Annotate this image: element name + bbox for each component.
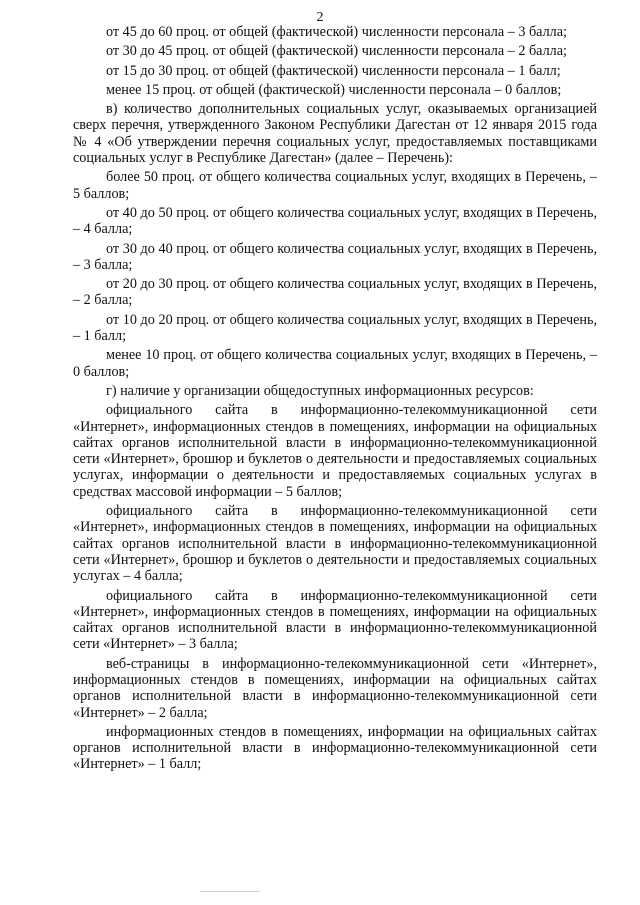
paragraph-resources-1-point: информационных стендов в помещениях, информации на официальных сайтах органов исполнительной власти в информационно-телекоммуникационной сети «Интернет» – 1 балл; [73, 723, 597, 773]
scan-artifact-line [200, 891, 260, 892]
paragraph-services-40-50: от 40 до 50 проц. от общего количества социальных услуг, входящих в Перечень, – 4 балла; [73, 204, 597, 238]
paragraph-staff-45-60: от 45 до 60 проц. от общей (фактической) численности персонала – 3 балла; [106, 24, 568, 40]
document-body [73, 24, 597, 776]
paragraph-staff-15-30: от 15 до 30 проц. от общей (фактической) численности персонала – 1 балл; [106, 62, 561, 79]
paragraph-resources-5-points: официального сайта в информационно-телекоммуникационной сети «Интернет», информационных стендов в помещениях, информации на официальных сайтах органов исполнительной власти в информационно-телекоммуникационной сети «Интернет», брошюр и буклетов о деятельности и предоставляемых социальных услугах, информации о деятельности и предоставляемых социальных услугах в средствах массовой информации – 5 баллов; [73, 402, 597, 500]
paragraph-resources-3-points: официального сайта в информационно-телекоммуникационной сети «Интернет», информационных стендов в помещениях, информации на официальных сайтах органов исполнительной власти в информационно-телекоммуникационной сети «Интернет» – 3 балла; [73, 587, 597, 653]
paragraph-criterion-v: в) количество дополнительных социальных услуг, оказываемых организацией сверх перечня, утвержденного Законом Республики Дагестан от 12 января 2015 года № 4 «Об утверждении перечня социальных услуг, предоставляемых поставщиками социальных услуг в Республике Дагестан» (далее – Перечень): [73, 101, 597, 167]
page-number: 2 [316, 10, 324, 25]
paragraph-services-20-30: от 20 до 30 проц. от общего количества социальных услуг, входящих в Перечень, – 2 балла; [73, 276, 597, 309]
paragraph-resources-2-points: веб-страницы в информационно-телекоммуникационной сети «Интернет», информационных стендов в помещениях, информации на официальных сайтах органов исполнительной власти в информационно-телекоммуникационной сети «Интернет» – 2 балла; [73, 655, 597, 721]
paragraph-services-over-50: более 50 проц. от общего количества социальных услуг, входящих в Перечень, – 5 баллов; [73, 169, 597, 202]
paragraph-services-30-40: от 30 до 40 проц. от общего количества социальных услуг, входящих в Перечень, – 3 балла; [73, 240, 597, 273]
paragraph-staff-under-15: менее 15 проц. от общей (фактической) численности персонала – 0 баллов; [106, 81, 562, 98]
paragraph-staff-30-45: от 30 до 45 проц. от общей (фактической) численности персонала – 2 балла; [106, 43, 568, 60]
paragraph-criterion-g: г) наличие у организации общедоступных информационных ресурсов: [106, 382, 534, 399]
paragraph-resources-4-points: официального сайта в информационно-телекоммуникационной сети «Интернет», информационных стендов в помещениях, информации на официальных сайтах органов исполнительной власти в информационно-телекоммуникационной сети «Интернет», брошюр и буклетов о деятельности и предоставляемых социальных услугах – 4 балла; [73, 503, 597, 585]
paragraph-services-10-20: от 10 до 20 проц. от общего количества социальных услуг, входящих в Перечень, – 1 балл; [73, 311, 597, 345]
paragraph-services-under-10: менее 10 проц. от общего количества социальных услуг, входящих в Перечень, – 0 баллов; [73, 347, 597, 380]
